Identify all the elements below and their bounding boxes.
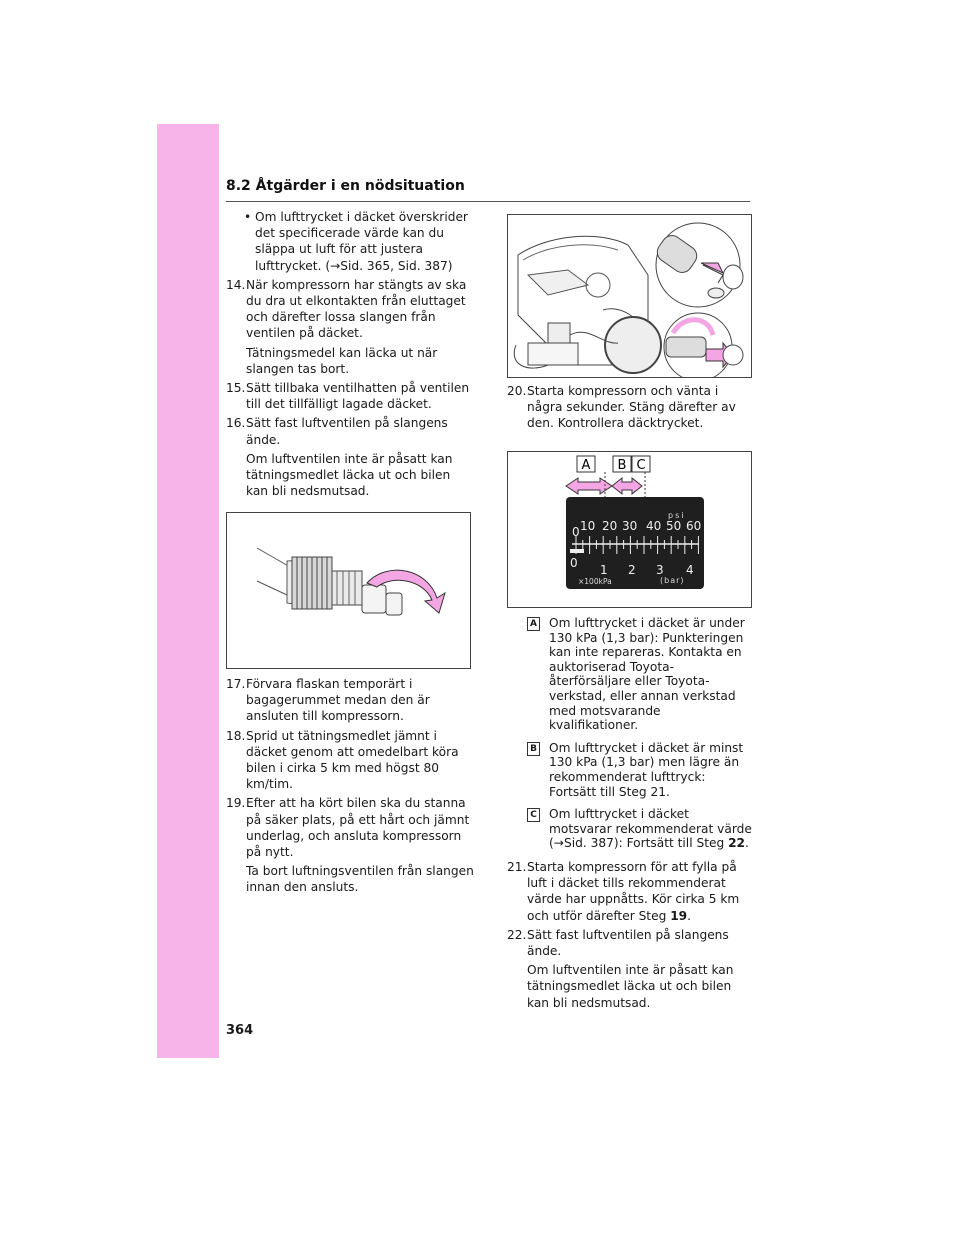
bullet-text: Om lufttrycket i däcket överskrider det specificerade värde kan du släppa ut luft för att justera lufttrycket. (→Sid. 365, Sid. 387) (255, 210, 468, 273)
step-number: 14. (226, 277, 246, 292)
step-text: Efter att ha kört bilen ska du stanna på säker plats, på ett hårt och jämnt underlag, och ansluta kompressorn på nytt. (246, 796, 470, 860)
step-text: Sprid ut tätningsmedlet jämnt i däcket genom att omedelbart köra bilen i cirka 5 km med högst 80 km/tim. (246, 728, 459, 792)
psi-tick: 50 (666, 519, 682, 533)
psi-tick: 0 (572, 525, 580, 539)
step-text: Sätt tillbaka ventilhatten på ventilen till det tillfälligt lagade däcket. (246, 381, 470, 412)
step-text: Sätt fast luftventilen på slangens ände. (246, 416, 448, 447)
step-extra: Om luftventilen inte är påsatt kan tätningsmedlet läcka ut och bilen kan bli nedsmutsad. (527, 963, 734, 1010)
bar-tick: 1 (600, 563, 608, 577)
kpa-label: ×100kPa (578, 577, 612, 586)
note-a (507, 616, 752, 733)
bar-tick: 2 (628, 563, 636, 577)
step-18 (226, 728, 476, 793)
label-c: C (636, 458, 646, 473)
step-reference: 22 (728, 836, 746, 851)
step-text-part: . (687, 908, 692, 923)
psi-label: psi (668, 511, 686, 520)
note-text-part: . (745, 836, 749, 851)
step-text (527, 859, 752, 924)
range-arrow-b (612, 478, 642, 494)
label-a: A (581, 458, 591, 473)
note-text (527, 807, 752, 851)
step-14 (226, 277, 476, 377)
letter-badge-a: A (527, 617, 540, 631)
psi-tick: 20 (602, 519, 618, 533)
label-b: B (617, 458, 627, 473)
bullet-dot: • (244, 210, 252, 224)
step-extra: Tätningsmedel kan läcka ut när slangen tas bort. (246, 345, 438, 376)
step-text: När kompressorn har stängts av ska du dra ut elkontakten från eluttaget och därefter lossa slangen från ventilen på däcket. (246, 277, 467, 341)
letter-badge-c: C (527, 808, 540, 822)
section-title: 8.2 Åtgärder i en nödsituation (226, 178, 465, 194)
step-extra: Om luftventilen inte är påsatt kan tätningsmedlet läcka ut och bilen kan bli nedsmutsad. (246, 451, 453, 499)
step-text-part: Starta kompressorn för att fylla på luft i däcket tills rekommenderat värde har uppnåtts. Kör cirka 5 km och utför därefter Steg (527, 859, 740, 923)
step-number: 21. (507, 859, 527, 874)
step-22 (507, 927, 752, 1011)
bar-tick: 3 (656, 563, 664, 577)
step-text: Förvara flaskan temporärt i bagagerummet medan den är ansluten till kompressorn. (246, 677, 430, 724)
note-text: Om lufttrycket i däcket är under 130 kPa (1,3 bar): Punkteringen kan inte repareras. Kontakta en auktoriserad Toyota-återförsäljare eller Toyota-verkstad, eller annan verkstad med motsvarande kvalifikationer. (549, 616, 745, 733)
step-15 (226, 380, 476, 412)
step-number: 20. (507, 384, 527, 398)
step-number: 16. (226, 416, 246, 431)
pressure-gauge-illustration (507, 451, 752, 608)
psi-tick: 40 (646, 519, 662, 533)
letter-badge-b: B (527, 742, 540, 756)
step-number: 17. (226, 677, 246, 691)
compressor-car-illustration (507, 214, 752, 378)
bullet-note (226, 209, 476, 274)
step-19 (226, 795, 476, 895)
step-number: 15. (226, 381, 246, 396)
bar-tick: 4 (686, 563, 694, 577)
right-column-lower (507, 616, 752, 1014)
psi-tick: 10 (580, 519, 596, 533)
step-text: Starta kompressorn och vänta i några sekunder. Stäng därefter av den. Kontrollera däcktrycket. (527, 384, 736, 431)
bar-label: (bar) (660, 576, 685, 585)
page-number: 364 (226, 1023, 254, 1038)
psi-tick: 30 (622, 519, 638, 533)
step-21 (507, 859, 752, 924)
step-text: Sätt fast luftventilen på slangens ände. (527, 927, 729, 958)
step-extra: Ta bort luftningsventilen från slangen innan den ansluts. (246, 864, 474, 895)
bar-tick: 0 (570, 556, 578, 570)
note-b (507, 741, 752, 799)
note-text-part: Om lufttrycket i däcket motsvarar rekommenderat värde (→Sid. 387): Fortsätt till Steg (549, 807, 752, 851)
step-16 (226, 415, 476, 499)
note-text: Om lufttrycket i däcket är minst 130 kPa (1,3 bar) men lägre än rekommenderat lufttryck: Fortsätt till Steg 21. (549, 740, 744, 799)
step-number: 19. (226, 796, 246, 811)
step-17 (226, 676, 476, 725)
chapter-sidebar-tab (157, 124, 219, 1058)
header-divider (226, 201, 750, 202)
note-c (507, 807, 752, 851)
step-20 (507, 383, 752, 432)
step-number: 22. (507, 927, 527, 942)
left-column-lower (226, 676, 476, 899)
air-valve-illustration (226, 512, 471, 669)
left-column (226, 209, 476, 502)
step-reference: 19 (670, 908, 688, 923)
step-number: 18. (226, 728, 246, 743)
psi-tick: 60 (686, 519, 702, 533)
right-column-upper (507, 383, 752, 435)
